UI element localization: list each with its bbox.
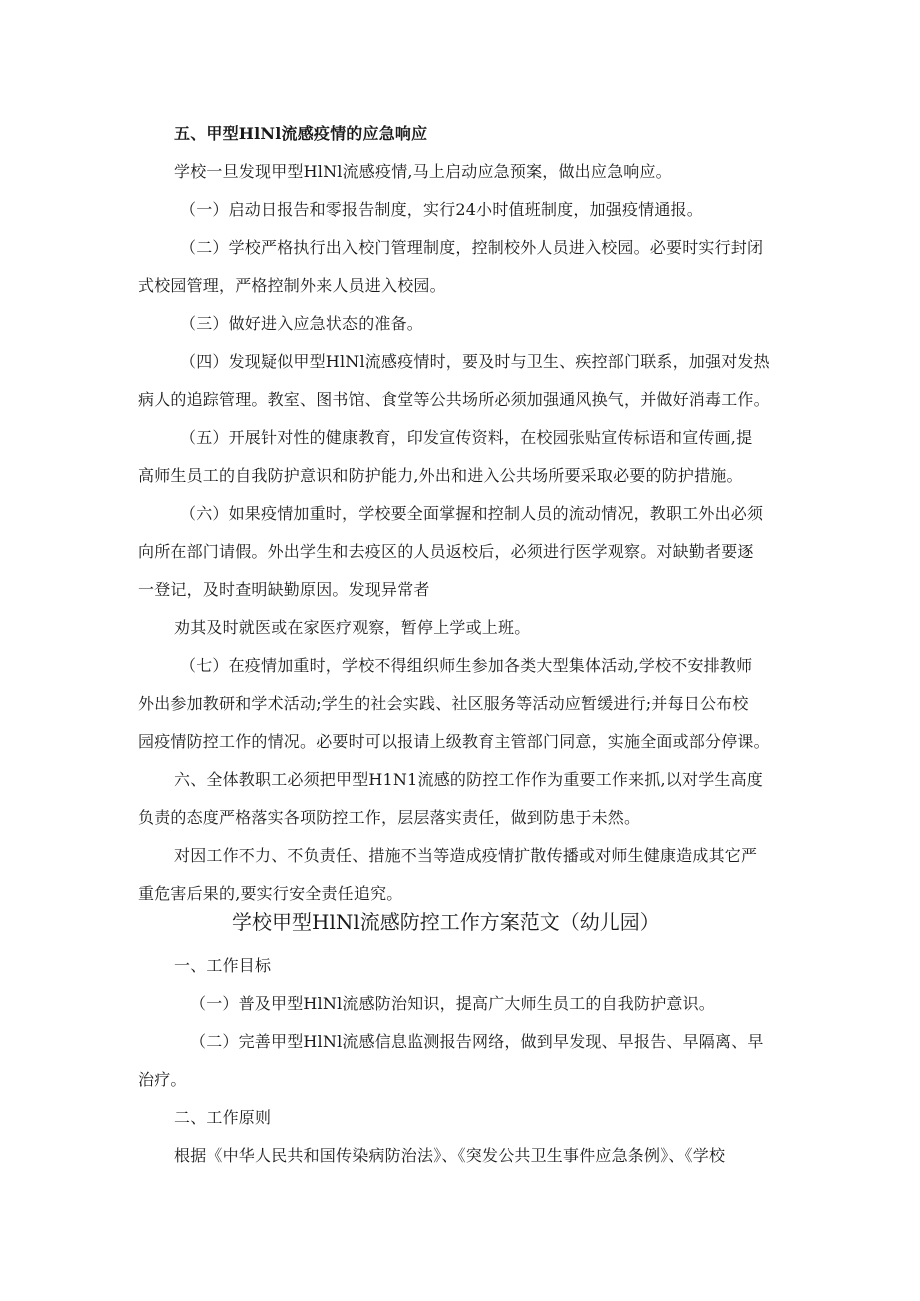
goals-item-1: （一）普及甲型HlNl流感防治知识，提高广大师生员工的自我防护意识。: [190, 994, 715, 1013]
section-six-line-3: 对因工作不力、不负责任、措施不当等造成疫情扩散传播或对师生健康造成其它严: [174, 846, 758, 865]
item-7-line-1: （七）在疫情加重时，学校不得组织师生参加各类大型集体活动,学校不安排教师: [180, 656, 753, 675]
item-7-line-3: 园疫情防控工作的情况。必要时可以报请上级教育主管部门同意，实施全面或部分停课。: [138, 732, 770, 751]
item-5-line-2: 高师生员工的自我防护意识和防护能力,外出和进入公共场所要采取必要的防护措施。: [138, 466, 743, 485]
section-six-line-1: 六、全体教职工必须把甲型H1N1流感的防控工作作为重要工作来抓,以对学生高度: [174, 770, 763, 789]
item-7-line-2: 外出参加教研和学术活动;学生的社会实践、社区服务等活动应暂缓进行;并每日公布校: [138, 694, 749, 713]
principles-line-1: 根据《中华人民共和国传染病防治法》、《突发公共卫生事件应急条例》、《学校: [174, 1146, 726, 1165]
item-4-line-1: （四）发现疑似甲型HlNl流感疫情时，要及时与卫生、疾控部门联系，加强对发热: [180, 352, 770, 371]
principles-heading: 二、工作原则: [174, 1108, 272, 1127]
section-five-heading: 五、甲型HlNl流感疫情的应急响应: [174, 124, 428, 143]
item-2-line-2: 式校园管理，严格控制外来人员进入校园。: [138, 276, 446, 295]
document-title: 学校甲型HlNl流感防控工作方案范文（幼儿园）: [232, 910, 660, 934]
item-3: （三）做好进入应急状态的准备。: [180, 314, 424, 333]
item-2-line-1: （二）学校严格执行出入校门管理制度，控制校外人员进入校园。必要时实行封闭: [180, 238, 764, 257]
item-1: （一）启动日报告和零报告制度，实行24小时值班制度，加强疫情通报。: [180, 200, 703, 219]
item-6-line-4: 劝其及时就医或在家医疗观察，暂停上学或上班。: [174, 618, 531, 637]
section-six-line-2: 负责的态度严格落实各项防控工作，层层落实责任，做到防患于未然。: [138, 808, 641, 827]
item-6-line-2: 向所在部门请假。外出学生和去疫区的人员返校后，必须进行医学观察。对缺勤者要逐: [138, 542, 754, 561]
goals-item-2-line-1: （二）完善甲型HlNl流感信息监测报告网络，做到早发现、早报告、早隔离、早: [190, 1032, 764, 1051]
item-5-line-1: （五）开展针对性的健康教育，印发宣传资料，在校园张贴宣传标语和宣传画,提: [180, 428, 753, 447]
goals-heading: 一、工作目标: [174, 956, 272, 975]
item-6-line-3: 一登记，及时查明缺勤原因。发现异常者: [138, 580, 430, 599]
section-six-line-4: 重危害后果的,要实行安全责任追究。: [138, 884, 403, 903]
item-4-line-2: 病人的追踪管理。教室、图书馆、食堂等公共场所必须加强通风换气，并做好消毒工作。: [138, 390, 770, 409]
item-6-line-1: （六）如果疫情加重时，学校要全面掌握和控制人员的流动情况，教职工外出必须: [180, 504, 764, 523]
section-five-intro: 学校一旦发现甲型HlNl流感疫情,马上启动应急预案，做出应急响应。: [174, 162, 672, 181]
goals-item-2-line-2: 治疗。: [138, 1070, 187, 1089]
